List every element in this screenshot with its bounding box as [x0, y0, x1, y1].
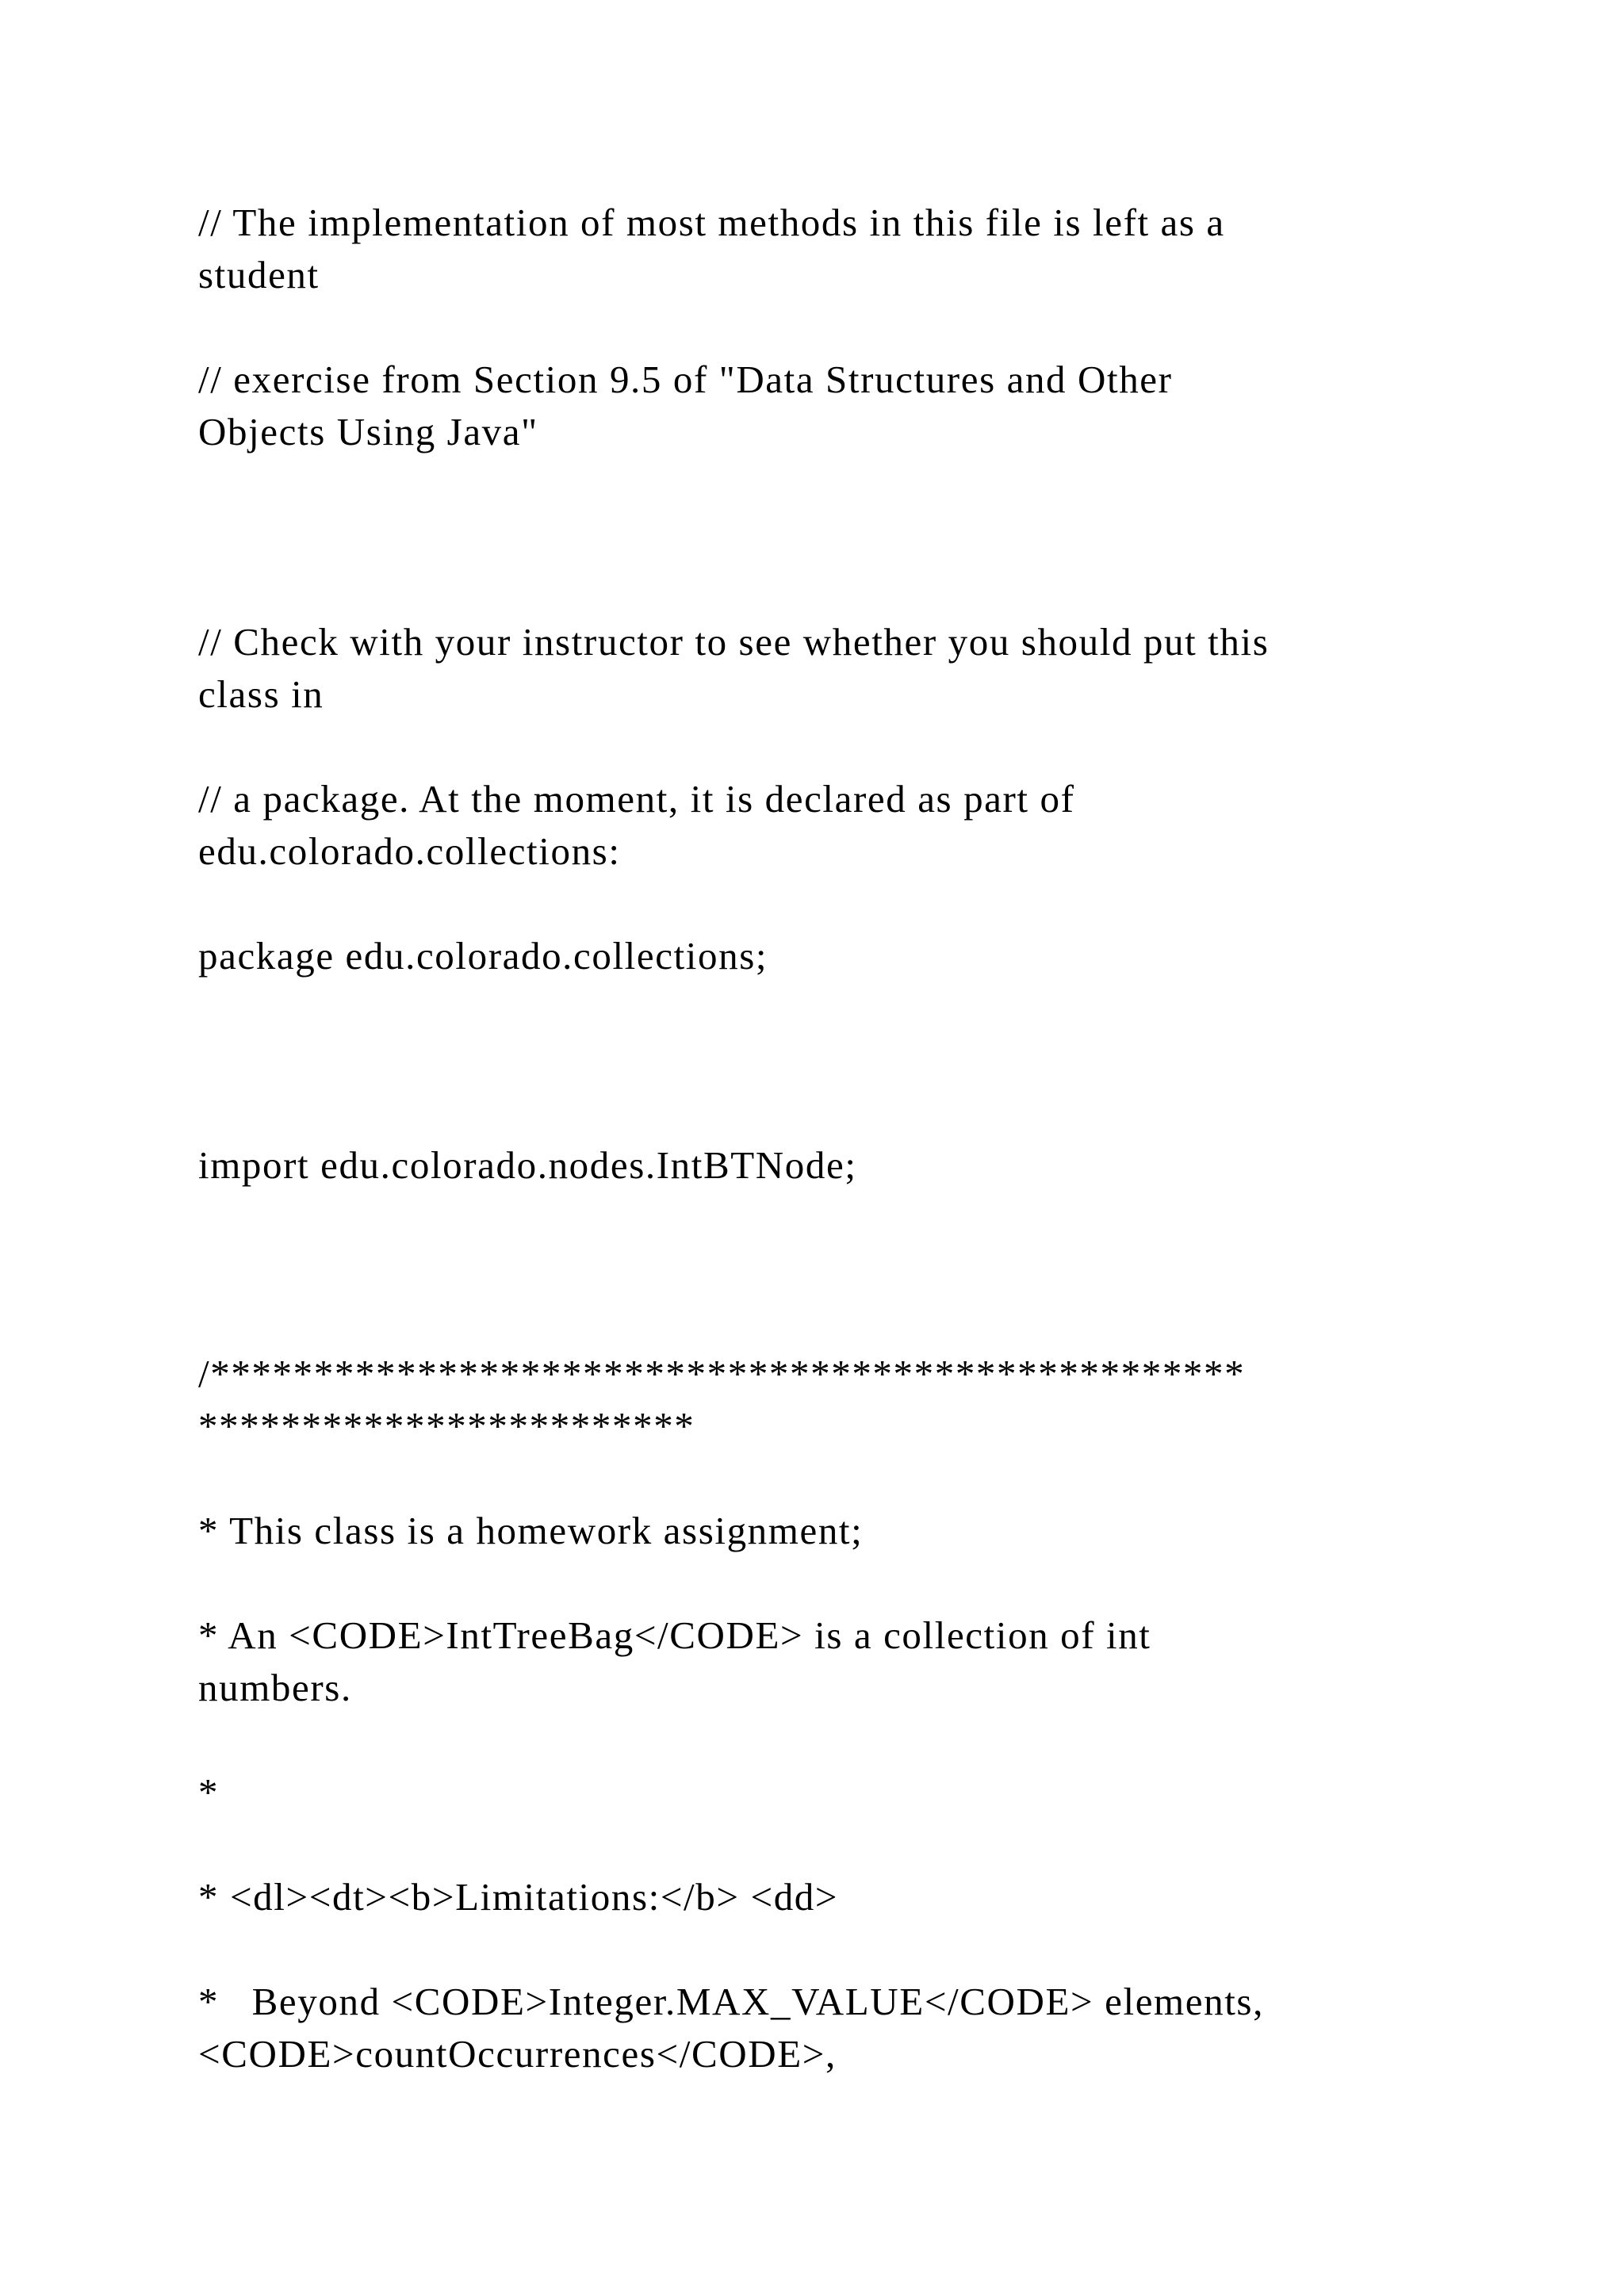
comment-line-4: // a package. At the moment, it is declared as part of	[198, 777, 1075, 821]
comment-line-3-cont: class in	[198, 672, 324, 716]
block-comment-start-cont: ************************	[198, 1404, 695, 1448]
comment-line-4-cont: edu.colorado.collections:	[198, 829, 621, 873]
doc-line-description: * An <CODE>IntTreeBag</CODE> is a collection of int	[198, 1613, 1151, 1657]
doc-line-asterisk: *	[198, 1770, 220, 1814]
package-declaration: package edu.colorado.collections;	[198, 934, 768, 978]
comment-line-2: // exercise from Section 9.5 of "Data Structures and Other	[198, 358, 1173, 401]
doc-line-homework: * This class is a homework assignment;	[198, 1509, 864, 1552]
doc-line-beyond: * Beyond <CODE>Integer.MAX_VALUE</CODE> elements,	[198, 1980, 1264, 2023]
comment-line-1-cont: student	[198, 253, 320, 297]
import-statement: import edu.colorado.nodes.IntBTNode;	[198, 1143, 857, 1187]
comment-line-1: // The implementation of most methods in this file is left as a	[198, 201, 1225, 244]
comment-line-2-cont: Objects Using Java"	[198, 410, 538, 453]
doc-line-limitations: * <dl><dt><b>Limitations:</b> <dd>	[198, 1875, 839, 1919]
block-comment-start: /**************************************************	[198, 1352, 1246, 1395]
doc-line-beyond-cont: <CODE>countOccurrences</CODE>,	[198, 2032, 837, 2076]
comment-line-3: // Check with your instructor to see whether you should put this	[198, 620, 1270, 664]
doc-line-description-cont: numbers.	[198, 1666, 352, 1709]
